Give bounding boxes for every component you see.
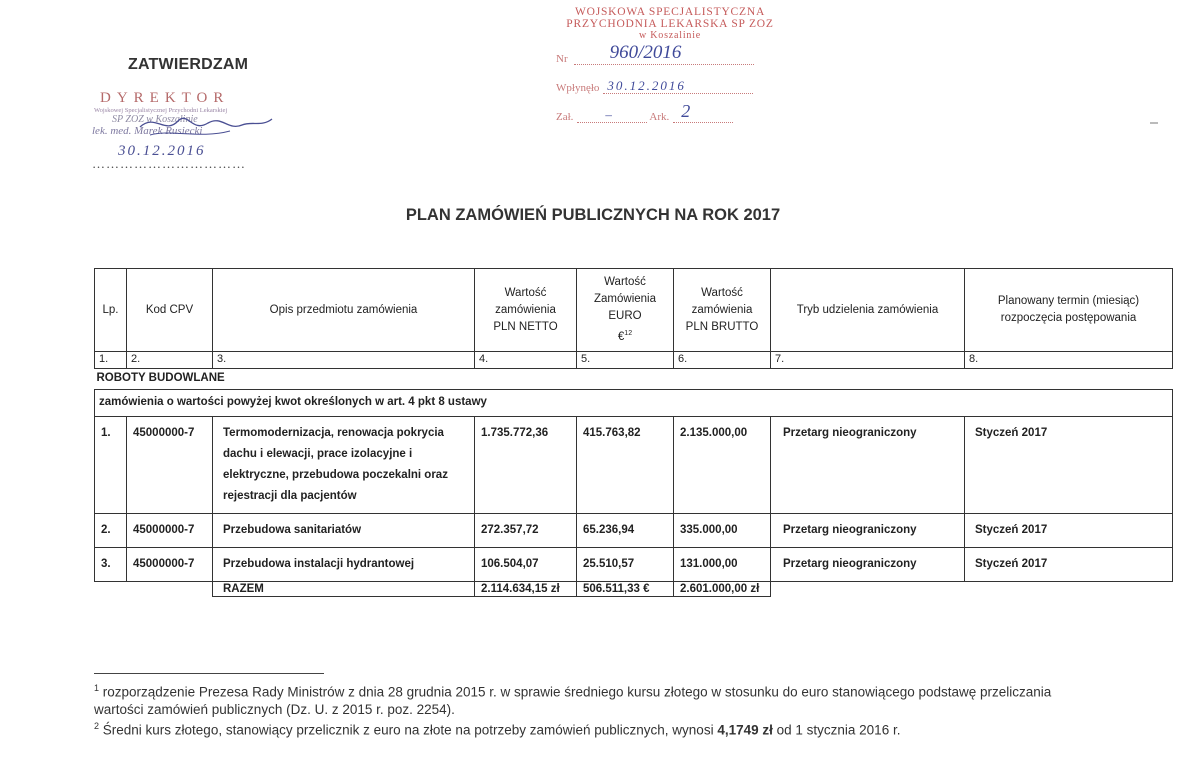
footnotes bbox=[94, 680, 1104, 738]
cell-term: Styczeń 2017 bbox=[965, 514, 1173, 548]
col-number: 1. bbox=[95, 352, 127, 369]
col-header-mode: Tryb udzielenia zamówienia bbox=[771, 269, 965, 352]
col-header-lp: Lp. bbox=[95, 269, 127, 352]
reg-received-label: Wpłynęło bbox=[556, 82, 600, 94]
approval-heading: ZATWIERDZAM bbox=[128, 56, 249, 73]
cell-mode: Przetarg nieograniczony bbox=[771, 548, 965, 582]
section-title: ROBOTY BUDOWLANE bbox=[96, 372, 225, 384]
procurement-plan-table bbox=[94, 268, 1173, 597]
reg-stamp-line1: WOJSKOWA SPECJALISTYCZNA bbox=[574, 6, 766, 18]
table-row bbox=[95, 514, 1173, 548]
total-netto: 2.114.634,15 zł bbox=[475, 582, 577, 597]
cell-netto: 106.504,07 bbox=[475, 548, 577, 582]
director-stamp-title: DYREKTOR bbox=[100, 90, 230, 106]
subsection-row bbox=[95, 390, 1173, 417]
col-header-term: Planowany termin (miesiąc) rozpoczęcia postępowania bbox=[965, 269, 1173, 352]
registration-stamp bbox=[540, 6, 840, 123]
col-number: 7. bbox=[771, 352, 965, 369]
reg-sheet-value: 2 bbox=[681, 101, 691, 121]
col-header-desc: Opis przedmiotu zamówienia bbox=[213, 269, 475, 352]
total-label: RAZEM bbox=[213, 582, 475, 597]
cell-cpv: 45000000-7 bbox=[127, 417, 213, 514]
total-row bbox=[95, 582, 1173, 597]
col-number: 4. bbox=[475, 352, 577, 369]
total-euro: 506.511,33 € bbox=[577, 582, 674, 597]
reg-received-value: 30.12.2016 bbox=[607, 78, 686, 93]
table-row bbox=[95, 548, 1173, 582]
cell-term: Styczeń 2017 bbox=[965, 417, 1173, 514]
cell-cpv: 45000000-7 bbox=[127, 548, 213, 582]
cell-term: Styczeń 2017 bbox=[965, 548, 1173, 582]
signature-dotted-line: …………………………… bbox=[92, 156, 246, 171]
footnote-1: $^1$ rozporządzenie Prezesa Rady Ministrów z dnia 28 grudnia 2015 r. w sprawie średniego kursu złotego w stosunku do euro stanowiącego podstawę przeliczania wartości zamówień publicznych (Dz. U. z 2015 r. poz. 2254). bbox=[94, 683, 1052, 717]
document-title: PLAN ZAMÓWIEŃ PUBLICZNYCH NA ROK 2017 bbox=[405, 206, 781, 224]
cell-brutto: 131.000,00 bbox=[674, 548, 771, 582]
reg-sheet-label: Ark. bbox=[649, 111, 670, 123]
total-brutto: 2.601.000,00 zł bbox=[674, 582, 771, 597]
subsection-title: zamówienia o wartości powyżej kwot określonych w art. 4 pkt 8 ustawy bbox=[95, 390, 1173, 417]
reg-nr-value: 960/2016 bbox=[609, 42, 682, 63]
cell-mode: Przetarg nieograniczony bbox=[771, 417, 965, 514]
footnote-separator bbox=[94, 673, 324, 674]
cell-netto: 272.357,72 bbox=[475, 514, 577, 548]
cell-lp: 2. bbox=[95, 514, 127, 548]
col-number: 2. bbox=[127, 352, 213, 369]
cell-euro: 415.763,82 bbox=[577, 417, 674, 514]
reg-nr-label: Nr bbox=[556, 53, 568, 65]
col-header-cpv: Kod CPV bbox=[127, 269, 213, 352]
cell-euro: 25.510,57 bbox=[577, 548, 674, 582]
cell-brutto: 335.000,00 bbox=[674, 514, 771, 548]
cell-lp: 1. bbox=[95, 417, 127, 514]
director-stamp-org: Wojskowej Specjalistycznej Przychodni Lekarskiej bbox=[94, 107, 228, 114]
column-number-row bbox=[95, 352, 1173, 369]
col-header-brutto: Wartość zamówienia PLN BRUTTO bbox=[674, 269, 771, 352]
reg-stamp-line2: PRZYCHODNIA LEKARSKA SP ZOZ bbox=[566, 18, 774, 30]
cell-netto: 1.735.772,36 bbox=[475, 417, 577, 514]
reg-stamp-line3: w Koszalinie bbox=[638, 30, 702, 41]
reg-att-label: Zał. bbox=[556, 111, 574, 123]
approval-date: 30.12.2016 bbox=[118, 143, 206, 159]
col-header-netto: Wartość zamówienia PLN NETTO bbox=[475, 269, 577, 352]
cell-lp: 3. bbox=[95, 548, 127, 582]
director-signature bbox=[130, 105, 280, 145]
director-stamp-place: SP ZOZ w Koszalinie bbox=[112, 114, 198, 125]
col-number: 5. bbox=[577, 352, 674, 369]
section-row bbox=[95, 369, 1173, 390]
table-row bbox=[95, 417, 1173, 514]
footnote-2: $^2$ Średni kurs złotego, stanowiący przelicznik z euro na złote na potrzeby zamówień publicznych, wynosi 4,1749 zł od 1 stycznia 2016 r. bbox=[94, 720, 901, 737]
cell-mode: Przetarg nieograniczony bbox=[771, 514, 965, 548]
cell-euro: 65.236,94 bbox=[577, 514, 674, 548]
col-number: 6. bbox=[674, 352, 771, 369]
cell-desc: Przebudowa sanitariatów bbox=[213, 514, 475, 548]
scan-mark bbox=[1150, 122, 1158, 124]
col-number: 8. bbox=[965, 352, 1173, 369]
col-number: 3. bbox=[213, 352, 475, 369]
col-header-euro: Wartość Zamówienia EURO €$^{12}$ bbox=[577, 269, 674, 352]
cell-desc: Termomodernizacja, renowacja pokrycia dachu i elewacji, prace izolacyjne i elektryczne, przebudowa poczekalni oraz rejestracji dla pacjentów bbox=[213, 417, 475, 514]
cell-brutto: 2.135.000,00 bbox=[674, 417, 771, 514]
director-stamp-name: lek. med. Marek Rusiecki bbox=[92, 125, 203, 137]
table-header-row bbox=[95, 269, 1173, 352]
cell-cpv: 45000000-7 bbox=[127, 514, 213, 548]
cell-desc: Przebudowa instalacji hydrantowej bbox=[213, 548, 475, 582]
reg-att-value: – bbox=[605, 107, 614, 122]
